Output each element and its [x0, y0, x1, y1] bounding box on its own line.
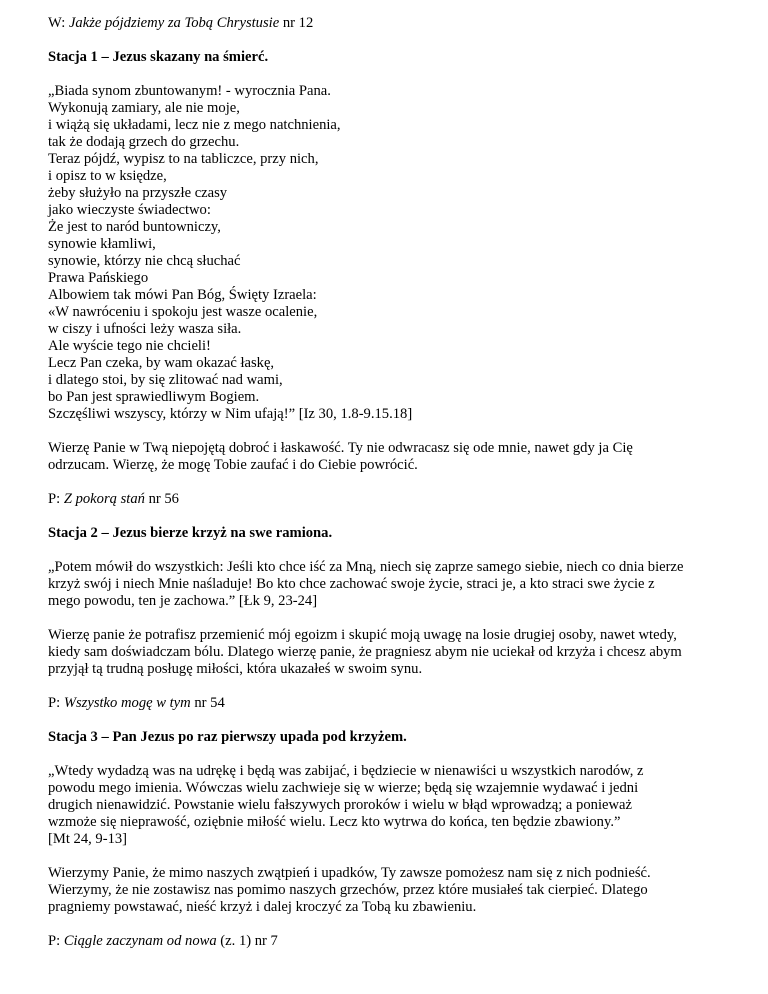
song-number: (z. 1) nr 7	[216, 933, 278, 949]
document-page	[48, 15, 738, 950]
station-2-heading: Stacja 2 – Jezus bierze krzyż na swe ramiona.	[48, 525, 333, 541]
song-line-w	[48, 15, 738, 32]
song-prefix: P:	[48, 933, 64, 949]
song-number: nr 56	[144, 491, 179, 507]
station-3-scripture	[48, 763, 738, 848]
text-line: Wykonują zamiary, ale nie moje,	[48, 100, 240, 116]
text-line: mego powodu, ten je zachowa.” [Łk 9, 23-24]	[48, 593, 318, 609]
text-line: Teraz pójdź, wypisz to na tabliczce, przy nich,	[48, 151, 319, 167]
song-line-p2	[48, 695, 738, 712]
song-prefix: P:	[48, 491, 64, 507]
text-line: i dlatego stoi, by się zlitować nad wami,	[48, 372, 283, 388]
text-line: „Biada synom zbuntowanym! - wyrocznia Pana.	[48, 83, 331, 99]
station-1-heading: Stacja 1 – Jezus skazany na śmierć.	[48, 49, 269, 65]
song-title: Wszystko mogę w tym	[63, 695, 191, 711]
text-line: Prawa Pańskiego	[48, 270, 149, 286]
song-number: nr 12	[279, 15, 314, 31]
text-line: żeby służyło na przyszłe czasy	[48, 185, 228, 201]
text-line: Wierzę Panie w Twą niepojętą dobroć i łaskawość. Ty nie odwracasz się ode mnie, nawet gdy ja Cię	[48, 440, 633, 456]
text-line: synowie kłamliwi,	[48, 236, 156, 252]
text-line: i wiążą się układami, lecz nie z mego natchnienia,	[48, 117, 341, 133]
text-line: kiedy sam doświadczam bólu. Dlatego wierzę panie, że pragniesz abym nie uciekał od krzyża i chcesz abym	[48, 644, 682, 660]
station-2-scripture	[48, 559, 738, 610]
song-title: Z pokorą stań	[63, 491, 145, 507]
song-number: nr 54	[190, 695, 225, 711]
text-line: Lecz Pan czeka, by wam okazać łaskę,	[48, 355, 275, 371]
song-line-p1	[48, 491, 738, 508]
text-line: w ciszy i ufności leży wasza siła.	[48, 321, 242, 337]
text-line: powodu mego imienia. Wówczas wielu zachwieje się w wierze; będą się wzajemnie wydawać i jedni	[48, 780, 639, 796]
text-line: pragniemy powstawać, nieść krzyż i dalej kroczyć za Tobą ku zbawieniu.	[48, 899, 477, 915]
text-line: Szczęśliwi wszyscy, którzy w Nim ufają!” [Iz 30, 1.8-9.15.18]	[48, 406, 413, 422]
song-title: Jakże pójdziemy za Tobą Chrystusie	[68, 15, 280, 31]
song-prefix: P:	[48, 695, 64, 711]
song-line-p3	[48, 933, 738, 950]
text-line: „Potem mówił do wszystkich: Jeśli kto chce iść za Mną, niech się zaprze samego siebie, niech co dnia bierze	[48, 559, 684, 575]
text-line: jako wieczyste świadectwo:	[48, 202, 211, 218]
station-1-reflection	[48, 440, 738, 474]
text-line: Wierzymy Panie, że mimo naszych zwątpień i upadków, Ty zawsze pomożesz nam się z nich podnieść.	[48, 865, 651, 881]
station-1-scripture	[48, 83, 738, 423]
station-2-reflection	[48, 627, 738, 678]
text-line: bo Pan jest sprawiedliwym Bogiem.	[48, 389, 260, 405]
text-line: Że jest to naród buntowniczy,	[48, 219, 221, 235]
text-line: [Mt 24, 9-13]	[48, 831, 128, 847]
text-line: Wierzę panie że potrafisz przemienić mój egoizm i skupić moją uwagę na losie drugiej osoby, nawet wtedy,	[48, 627, 677, 643]
text-line: «W nawróceniu i spokoju jest wasze ocalenie,	[48, 304, 318, 320]
text-line: drugich nienawidzić. Powstanie wielu fałszywych proroków i wielu w błąd wprowadzą; a ponieważ	[48, 797, 632, 813]
station-3-heading: Stacja 3 – Pan Jezus po raz pierwszy upada pod krzyżem.	[48, 729, 407, 745]
station-3-reflection	[48, 865, 738, 916]
text-line: Ale wyście tego nie chcieli!	[48, 338, 211, 354]
text-line: krzyż swój i niech Mnie naśladuje! Bo kto chce zachować swoje życie, straci je, a kto straci swe życie z	[48, 576, 655, 592]
text-line: Albowiem tak mówi Pan Bóg, Święty Izraela:	[48, 287, 317, 303]
text-line: odrzucam. Wierzę, że mogę Tobie zaufać i do Ciebie powrócić.	[48, 457, 418, 473]
song-prefix: W:	[48, 15, 69, 31]
text-line: i opisz to w księdze,	[48, 168, 167, 184]
text-line: „Wtedy wydadzą was na udrękę i będą was zabijać, i będziecie w nienawiści u wszystkich narodów, z	[48, 763, 644, 779]
text-line: Wierzymy, że nie zostawisz nas pomimo naszych grzechów, przez które musiałeś tak cierpieć. Dlatego	[48, 882, 648, 898]
text-line: synowie, którzy nie chcą słuchać	[48, 253, 241, 269]
text-line: tak że dodają grzech do grzechu.	[48, 134, 240, 150]
text-line: przyjął tą trudną posługę miłości, która ukazałeś w swoim synu.	[48, 661, 423, 677]
song-title: Ciągle zaczynam od nowa	[63, 933, 217, 949]
text-line: wzmoże się nieprawość, oziębnie miłość wielu. Lecz kto wytrwa do końca, ten będzie zbawiony.”	[48, 814, 621, 830]
